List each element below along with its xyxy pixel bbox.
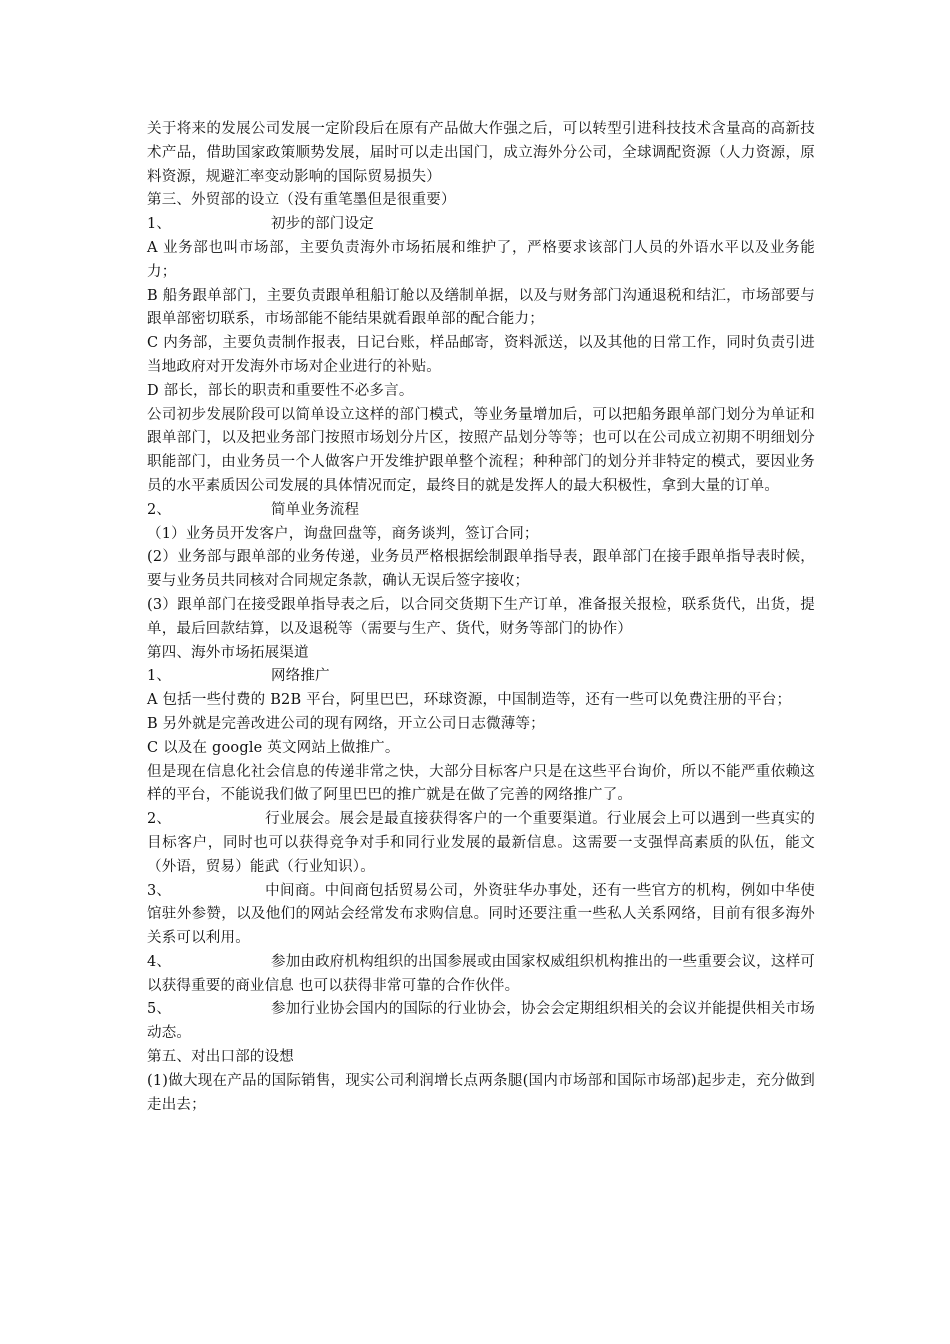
item-number: 3、 [147, 882, 172, 899]
item-number: 4、 [147, 953, 172, 970]
list-item-middlemen [147, 880, 815, 951]
item-number: 2、 [147, 501, 172, 518]
paragraph-google-promotion: C 以及在 google 英文网站上做推广。 [147, 739, 400, 756]
item-text: 行业展会。展会是最直接获得客户的一个重要渠道。行业展会上可以遇到一些真实的目标客户，同时也可以获得竞争对手和同行业发展的最新信息。这需要一支强悍高素质的队伍，能文（外语，贸易）能武（行业知识）。 [147, 811, 815, 875]
paragraph-future-development: 关于将来的发展公司发展一定阶段后在原有产品做大作强之后，可以转型引进科技技术含量高的高新技术产品，借助国家政策顺势发展，届时可以走出国门，成立海外分公司，全球调配资源（人力资源，原料资源，规避汇率变动影响的国际贸易损失） [147, 121, 815, 185]
item-text: 网络推广 [271, 668, 330, 685]
item-number: 5、 [147, 1001, 172, 1018]
subheading-online-promotion [147, 665, 815, 689]
paragraph-business-department: A 业务部也叫市场部，主要负责海外市场拓展和维护了，严格要求该部门人员的外语水平以及业务能力； [147, 239, 815, 280]
item-text: 简单业务流程 [271, 501, 360, 518]
item-number: 2、 [147, 811, 172, 828]
paragraph-initial-stage: 公司初步发展阶段可以简单设立这样的部门模式，等业务量增加后，可以把船务跟单部门划分为单证和跟单部门，以及把业务部门按照市场划分片区，按照产品划分等等；也可以在公司成立初期不明细划分职能部门，由业务员一个人做客户开发维护跟单整个流程；种种部门的划分并非特定的模式，要因业务员的水平素质因公司发展的具体情况而定，最终目的就是发挥人的最大积极性，拿到大量的订单。 [147, 406, 815, 494]
paragraph-shipping-department: B 船务跟单部门，主要负责跟单租船订舱以及缮制单据，以及与财务部门沟通退税和结汇，市场部要与跟单部密切联系，市场部能不能结果就看跟单部的配合能力； [147, 287, 815, 328]
process-step-1: （1）业务员开发客户，询盘回盘等，商务谈判，签订合同； [147, 525, 539, 542]
heading-section-five: 第五、对出口部的设想 [147, 1049, 294, 1066]
process-step-2: (2）业务部与跟单部的业务传递，业务员严格根据绘制跟单指导表，跟单部门在接手跟单指导表时候，要与业务员共同核对合同规定条款，确认无误后签字接收； [147, 549, 815, 590]
heading-section-three: 第三、外贸部的设立（没有重笔墨但是很重要） [147, 192, 456, 209]
subheading-business-process [147, 499, 815, 523]
list-item-government-exhibitions [147, 951, 815, 999]
subheading-department-setup [147, 213, 815, 237]
item-text: 初步的部门设定 [271, 216, 374, 233]
paragraph-platform-caution: 但是现在信息化社会信息的传递非常之快，大部分目标客户只是在这些平台询价，所以不能严重依赖这样的平台，不能说我们做了阿里巴巴的推广就是在做了完善的网络推广了。 [147, 763, 815, 804]
paragraph-internal-affairs: C 内务部，主要负责制作报表，日记台账，样品邮寄，资料派送，以及其他的日常工作，同时负责引进当地政府对开发海外市场对企业进行的补贴。 [147, 335, 815, 375]
item-number: 1、 [147, 216, 172, 233]
process-step-3: (3）跟单部门在接受跟单指导表之后，以合同交货期下生产订单，准备报关报检，联系货代，出货，提单，最后回款结算，以及退税等（需要与生产、货代，财务等部门的协作） [147, 596, 815, 637]
paragraph-company-network: B 另外就是完善改进公司的现有网络，开立公司日志微薄等； [147, 715, 545, 732]
list-item-trade-fairs [147, 808, 815, 879]
item-text: 中间商。中间商包括贸易公司，外资驻华办事处，还有一些官方的机构，例如中华使馆驻外参赞，以及他们的网站会经常发布求购信息。同时还要注重一些私人关系网络，目前有很多海外关系可以利用。 [147, 882, 815, 947]
item-text: 参加行业协会国内的国际的行业协会，协会会定期组织相关的会议并能提供相关市场动态。 [147, 1001, 815, 1042]
list-item-industry-associations [147, 998, 815, 1046]
paragraph-export-plan-1: (1)做大现在产品的国际销售，现实公司利润增长点两条腿(国内市场部和国际市场部)起步走，充分做到走出去； [147, 1072, 815, 1113]
heading-section-four: 第四、海外市场拓展渠道 [147, 644, 309, 661]
document-body [147, 118, 815, 1117]
paragraph-b2b-platforms: A 包括一些付费的 B2B 平台，阿里巴巴，环球资源，中国制造等，还有一些可以免费注册的平台； [147, 692, 792, 709]
item-number: 1、 [147, 668, 172, 685]
item-text: 参加由政府机构组织的出国参展或由国家权威组织机构推出的一些重要会议，这样可以获得重要的商业信息 也可以获得非常可靠的合作伙伴。 [147, 953, 815, 994]
paragraph-department-head: D 部长，部长的职责和重要性不必多言。 [147, 382, 414, 399]
